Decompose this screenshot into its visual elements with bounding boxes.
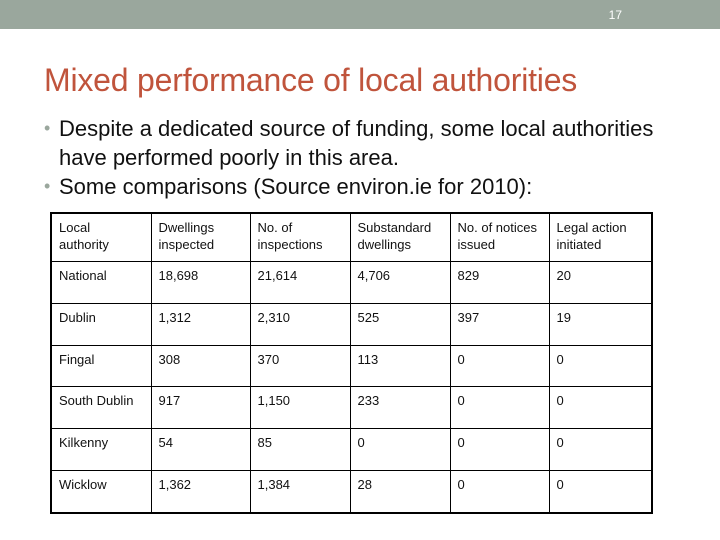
header-cell: Substandard dwellings xyxy=(350,213,450,261)
table-cell: 0 xyxy=(549,387,652,429)
header-cell: No. of inspections xyxy=(250,213,350,261)
table-cell: 85 xyxy=(250,429,350,471)
table-row xyxy=(51,261,652,303)
table-cell: 1,312 xyxy=(151,303,250,345)
table-cell: National xyxy=(51,261,151,303)
bullet-icon: • xyxy=(44,118,51,138)
table-cell: 308 xyxy=(151,345,250,387)
bullet-item xyxy=(44,172,684,201)
bullet-text: Despite a dedicated source of funding, some local authorities have performed poorly in this area. xyxy=(59,116,654,170)
table-cell: 18,698 xyxy=(151,261,250,303)
table-cell: 917 xyxy=(151,387,250,429)
table-cell: Fingal xyxy=(51,345,151,387)
table-cell: 397 xyxy=(450,303,549,345)
table-cell: 0 xyxy=(450,471,549,513)
table-cell: 28 xyxy=(350,471,450,513)
table-cell: 1,384 xyxy=(250,471,350,513)
bullet-icon: • xyxy=(44,176,51,196)
table-cell: 21,614 xyxy=(250,261,350,303)
table-row xyxy=(51,429,652,471)
table-cell: 0 xyxy=(450,345,549,387)
table-cell: 4,706 xyxy=(350,261,450,303)
table-cell: 113 xyxy=(350,345,450,387)
table-cell: Kilkenny xyxy=(51,429,151,471)
table-cell: 0 xyxy=(549,345,652,387)
table-cell: 2,310 xyxy=(250,303,350,345)
table-cell: 0 xyxy=(450,429,549,471)
table-cell: 525 xyxy=(350,303,450,345)
table-cell: South Dublin xyxy=(51,387,151,429)
table-cell: Wicklow xyxy=(51,471,151,513)
table-cell: 20 xyxy=(549,261,652,303)
header-cell: Dwellings inspected xyxy=(151,213,250,261)
table-row xyxy=(51,471,652,513)
table-cell: 54 xyxy=(151,429,250,471)
table-cell: 0 xyxy=(450,387,549,429)
header-cell: Local authority xyxy=(51,213,151,261)
header-cell: Legal action initiated xyxy=(549,213,652,261)
comparison-table xyxy=(50,212,653,514)
table-cell: 370 xyxy=(250,345,350,387)
table-row xyxy=(51,345,652,387)
table-cell: 0 xyxy=(549,429,652,471)
bullet-text: Some comparisons (Source environ.ie for 2010): xyxy=(59,174,533,199)
table-cell: 1,150 xyxy=(250,387,350,429)
table-cell: 0 xyxy=(350,429,450,471)
page-number: 17 xyxy=(608,8,622,22)
table-cell: 829 xyxy=(450,261,549,303)
table-header-row xyxy=(51,213,652,261)
table-cell: 233 xyxy=(350,387,450,429)
table-cell: Dublin xyxy=(51,303,151,345)
table-cell: 0 xyxy=(549,471,652,513)
table-cell: 1,362 xyxy=(151,471,250,513)
bullet-list xyxy=(44,114,684,201)
slide-title: Mixed performance of local authorities xyxy=(44,62,578,98)
top-bar xyxy=(0,0,720,29)
header-cell: No. of notices issued xyxy=(450,213,549,261)
table-cell: 19 xyxy=(549,303,652,345)
table-row xyxy=(51,303,652,345)
bullet-item xyxy=(44,114,684,172)
table-row xyxy=(51,387,652,429)
